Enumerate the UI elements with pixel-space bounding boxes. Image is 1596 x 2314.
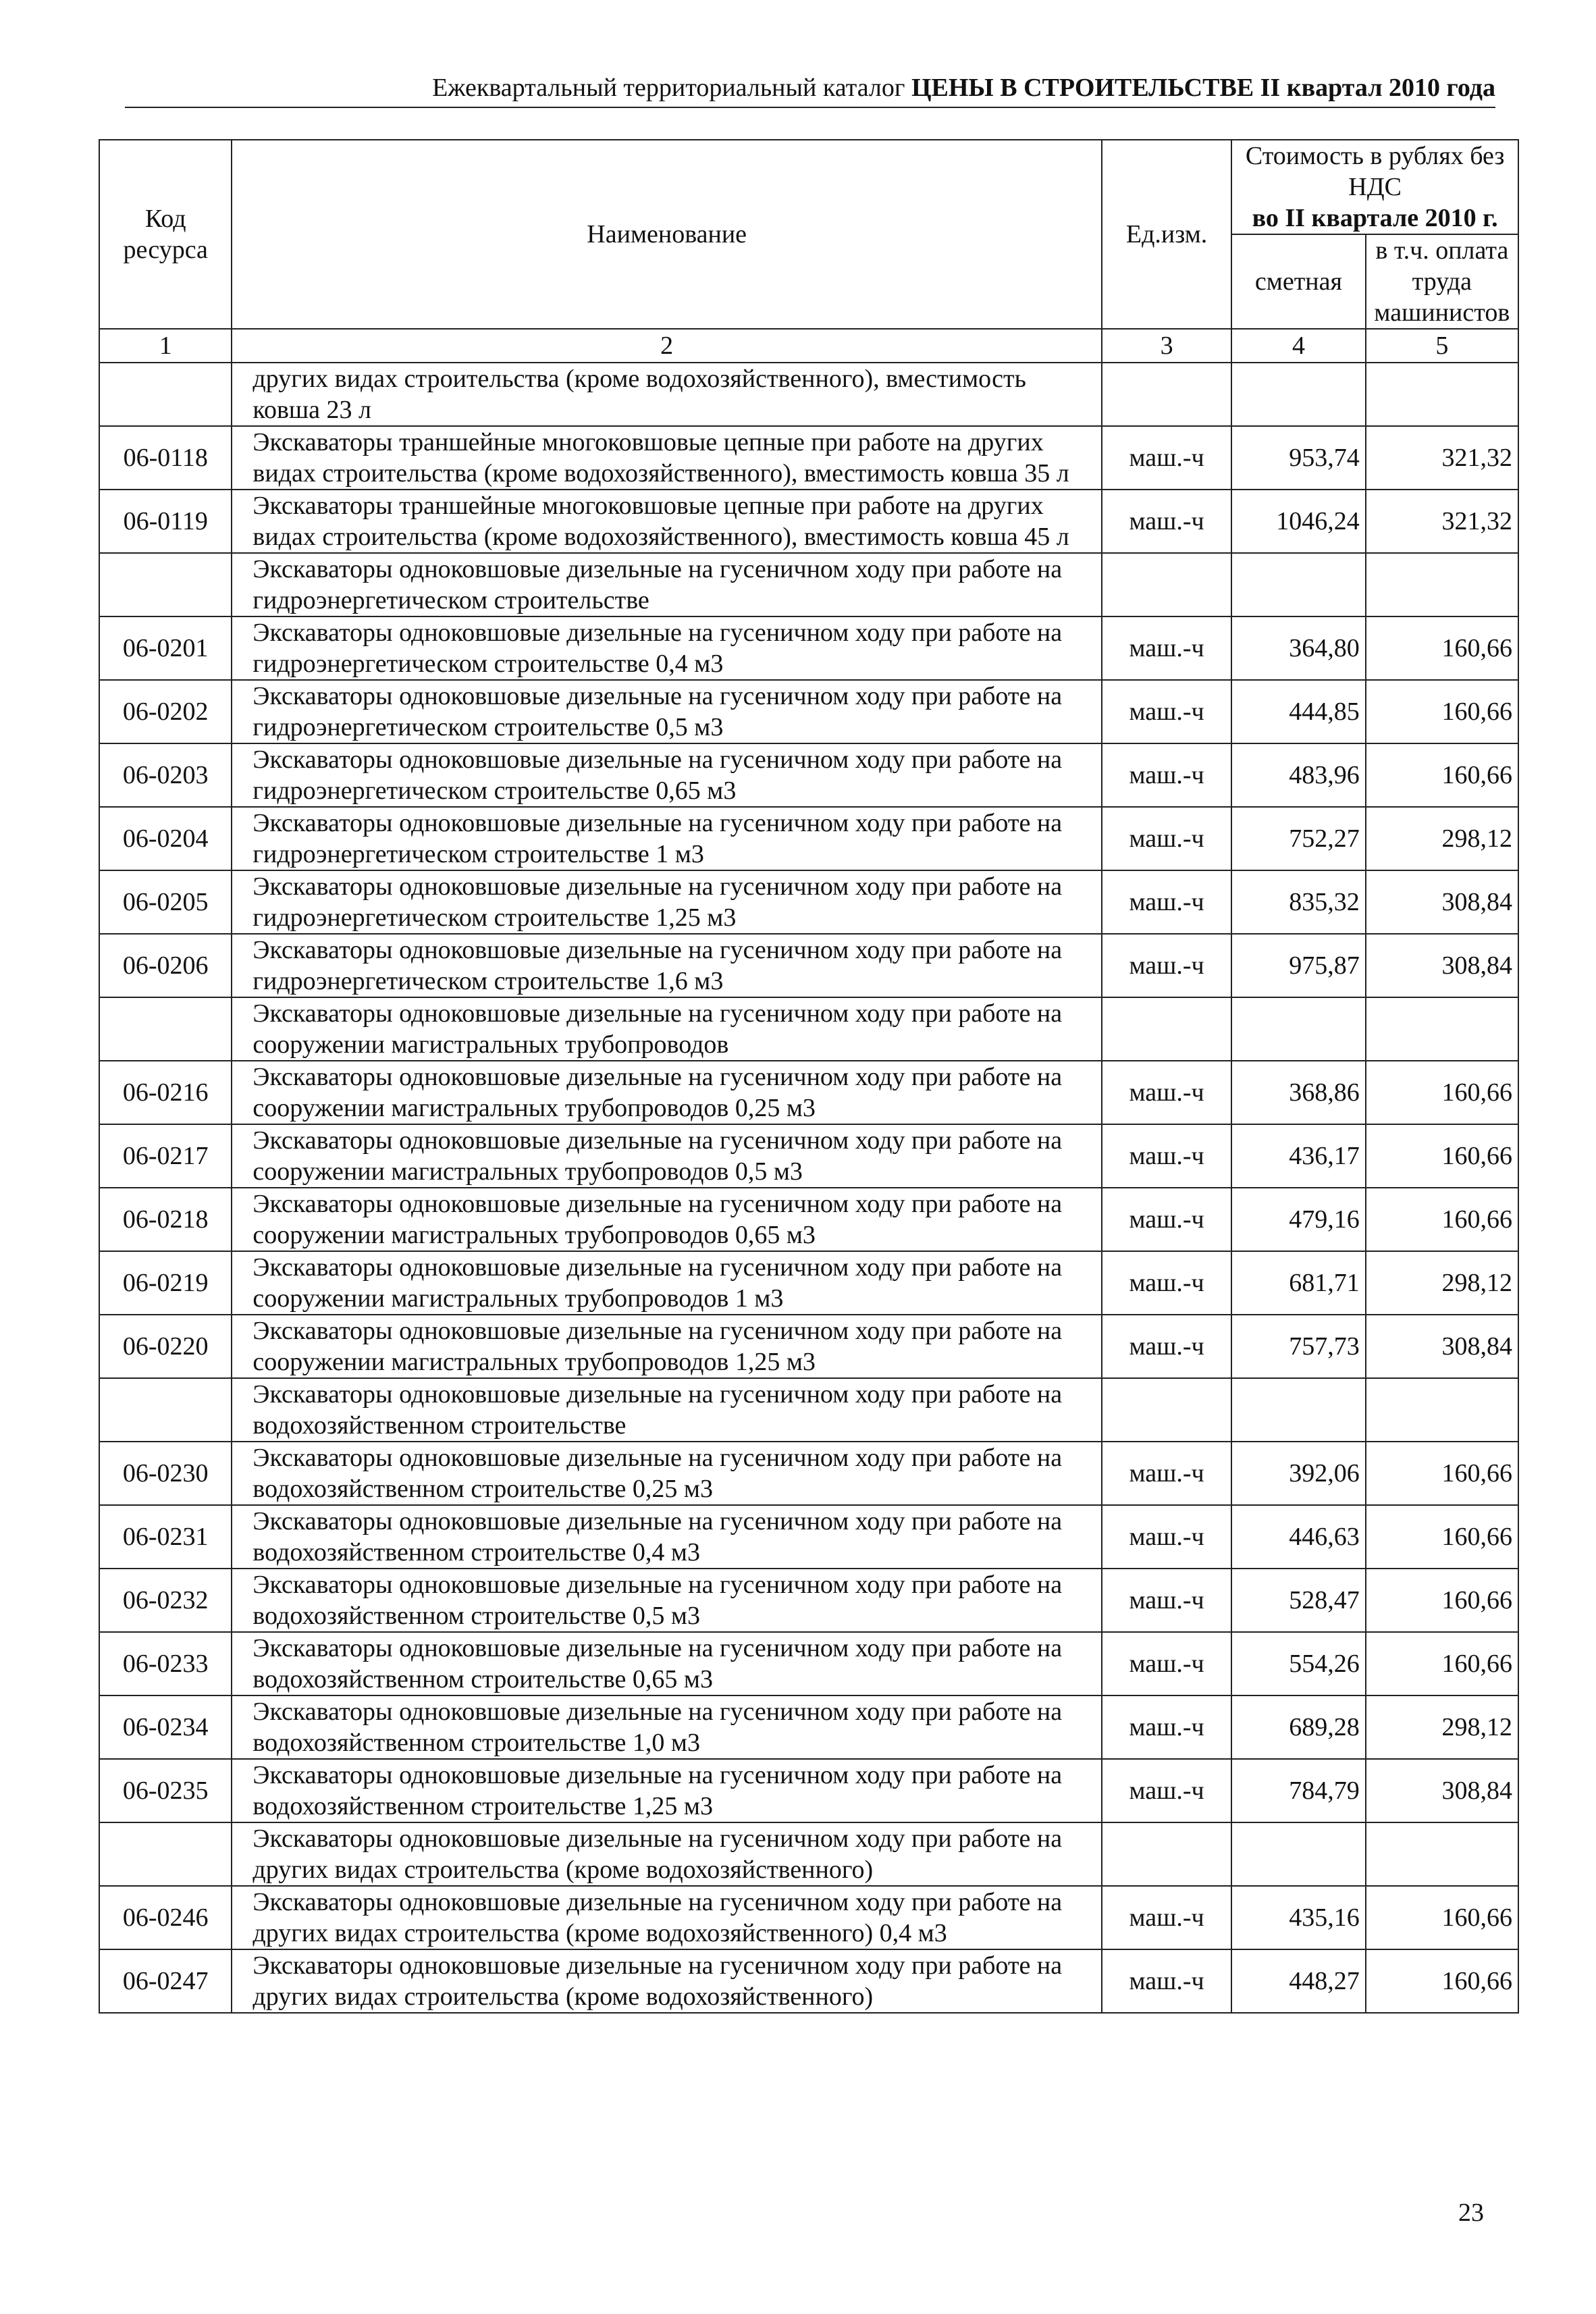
resource-labor-cost: 308,84 — [1366, 934, 1518, 997]
resource-cost — [1231, 1378, 1365, 1442]
resource-cost: 368,86 — [1231, 1061, 1365, 1124]
resource-cost: 392,06 — [1231, 1442, 1365, 1505]
resource-code: 06-0235 — [99, 1759, 232, 1822]
resource-name: Экскаваторы одноковшовые дизельные на гусеничном ходу при работе на гидроэнергетическом строительстве 0,5 м3 — [232, 680, 1102, 743]
resource-unit — [1102, 1822, 1231, 1886]
resource-cost: 689,28 — [1231, 1695, 1365, 1759]
resource-cost: 752,27 — [1231, 807, 1365, 870]
table-row — [99, 870, 1518, 934]
resource-labor-cost: 160,66 — [1366, 743, 1518, 807]
resource-cost: 784,79 — [1231, 1759, 1365, 1822]
column-number: 2 — [232, 329, 1102, 363]
table-group-row — [99, 363, 1518, 426]
resource-unit: маш.-ч — [1102, 680, 1231, 743]
resource-unit: маш.-ч — [1102, 1569, 1231, 1632]
table-group-row — [99, 1822, 1518, 1886]
resource-unit: маш.-ч — [1102, 426, 1231, 490]
table-row — [99, 743, 1518, 807]
resource-code: 06-0234 — [99, 1695, 232, 1759]
table-row — [99, 1886, 1518, 1949]
resource-code: 06-0233 — [99, 1632, 232, 1695]
resource-labor-cost: 321,32 — [1366, 426, 1518, 490]
resource-unit: маш.-ч — [1102, 1315, 1231, 1378]
resource-unit: маш.-ч — [1102, 1124, 1231, 1188]
resource-code: 06-0204 — [99, 807, 232, 870]
resource-name: Экскаваторы одноковшовые дизельные на гусеничном ходу при работе на сооружении магистральных трубопроводов 0,65 м3 — [232, 1188, 1102, 1251]
resource-code — [99, 553, 232, 616]
resource-unit: маш.-ч — [1102, 1632, 1231, 1695]
resource-code: 06-0205 — [99, 870, 232, 934]
resource-unit: маш.-ч — [1102, 1188, 1231, 1251]
resource-unit: маш.-ч — [1102, 1695, 1231, 1759]
resource-cost: 953,74 — [1231, 426, 1365, 490]
resource-labor-cost: 321,32 — [1366, 490, 1518, 553]
resource-unit: маш.-ч — [1102, 1759, 1231, 1822]
resource-unit: маш.-ч — [1102, 616, 1231, 680]
resource-unit: маш.-ч — [1102, 1061, 1231, 1124]
resource-unit — [1102, 553, 1231, 616]
resource-cost — [1231, 553, 1365, 616]
table-row — [99, 1442, 1518, 1505]
table-row — [99, 1949, 1518, 2013]
resource-unit — [1102, 1378, 1231, 1442]
resource-name: Экскаваторы одноковшовые дизельные на гусеничном ходу при работе на других видах строительства (кроме водохозяйственного) — [232, 1949, 1102, 2013]
resource-unit: маш.-ч — [1102, 870, 1231, 934]
resource-name: Экскаваторы одноковшовые дизельные на гусеничном ходу при работе на водохозяйственном строительстве — [232, 1378, 1102, 1442]
resource-cost: 364,80 — [1231, 616, 1365, 680]
resource-labor-cost: 160,66 — [1366, 616, 1518, 680]
resource-code: 06-0206 — [99, 934, 232, 997]
resource-unit — [1102, 997, 1231, 1061]
table-row — [99, 1632, 1518, 1695]
resource-cost: 483,96 — [1231, 743, 1365, 807]
resource-code: 06-0247 — [99, 1949, 232, 2013]
resource-name: Экскаваторы одноковшовые дизельные на гусеничном ходу при работе на водохозяйственном строительстве 1,0 м3 — [232, 1695, 1102, 1759]
resource-cost: 479,16 — [1231, 1188, 1365, 1251]
resource-name: Экскаваторы одноковшовые дизельные на гусеничном ходу при работе на сооружении магистральных трубопроводов — [232, 997, 1102, 1061]
header-code: Код ресурса — [99, 140, 232, 329]
resource-code: 06-0232 — [99, 1569, 232, 1632]
header-prefix: Ежеквартальный территориальный каталог — [432, 74, 905, 102]
resource-name: Экскаваторы одноковшовые дизельные на гусеничном ходу при работе на водохозяйственном строительстве 0,25 м3 — [232, 1442, 1102, 1505]
resource-labor-cost: 160,66 — [1366, 1569, 1518, 1632]
resource-name: Экскаваторы одноковшовые дизельные на гусеничном ходу при работе на водохозяйственном строительстве 1,25 м3 — [232, 1759, 1102, 1822]
resource-unit: маш.-ч — [1102, 1442, 1231, 1505]
table-row — [99, 1695, 1518, 1759]
table-row — [99, 426, 1518, 490]
resource-code: 06-0246 — [99, 1886, 232, 1949]
column-number: 5 — [1366, 329, 1518, 363]
resource-unit: маш.-ч — [1102, 1949, 1231, 2013]
resource-name: Экскаваторы траншейные многоковшовые цепные при работе на других видах строительства (кроме водохозяйственного), вместимость ковша 35 л — [232, 426, 1102, 490]
resource-name: Экскаваторы одноковшовые дизельные на гусеничном ходу при работе на гидроэнергетическом строительстве 1,25 м3 — [232, 870, 1102, 934]
resource-code: 06-0231 — [99, 1505, 232, 1569]
resource-code — [99, 1822, 232, 1886]
resource-unit — [1102, 363, 1231, 426]
resource-name: Экскаваторы одноковшовые дизельные на гусеничном ходу при работе на гидроэнергетическом строительстве 0,4 м3 — [232, 616, 1102, 680]
resource-cost: 835,32 — [1231, 870, 1365, 934]
resource-cost: 681,71 — [1231, 1251, 1365, 1315]
resource-name: Экскаваторы одноковшовые дизельные на гусеничном ходу при работе на водохозяйственном строительстве 0,5 м3 — [232, 1569, 1102, 1632]
resource-name: Экскаваторы одноковшовые дизельные на гусеничном ходу при работе на других видах строительства (кроме водохозяйственного) 0,4 м3 — [232, 1886, 1102, 1949]
table-row — [99, 1505, 1518, 1569]
column-number: 3 — [1102, 329, 1231, 363]
header-price — [1231, 140, 1518, 234]
resource-code: 06-0217 — [99, 1124, 232, 1188]
page-number: 23 — [1458, 2199, 1484, 2227]
header-labor: в т.ч. оплата труда машинистов — [1366, 234, 1518, 329]
resource-code: 06-0202 — [99, 680, 232, 743]
column-number: 1 — [99, 329, 232, 363]
header-unit: Ед.изм. — [1102, 140, 1231, 329]
table-group-row — [99, 1378, 1518, 1442]
resource-code: 06-0218 — [99, 1188, 232, 1251]
column-number: 4 — [1231, 329, 1365, 363]
resource-code: 06-0220 — [99, 1315, 232, 1378]
table-row — [99, 616, 1518, 680]
header-price-line1: Стоимость в рублях без НДС — [1245, 142, 1505, 201]
table-row — [99, 1251, 1518, 1315]
resource-name: Экскаваторы одноковшовые дизельные на гусеничном ходу при работе на водохозяйственном строительстве 0,4 м3 — [232, 1505, 1102, 1569]
resource-cost: 435,16 — [1231, 1886, 1365, 1949]
resource-unit: маш.-ч — [1102, 743, 1231, 807]
resource-labor-cost — [1366, 1822, 1518, 1886]
page-header — [125, 73, 1495, 108]
table-row — [99, 1124, 1518, 1188]
resource-labor-cost: 160,66 — [1366, 680, 1518, 743]
resource-unit: маш.-ч — [1102, 490, 1231, 553]
resource-code — [99, 363, 232, 426]
resource-name: Экскаваторы одноковшовые дизельные на гусеничном ходу при работе на сооружении магистральных трубопроводов 1 м3 — [232, 1251, 1102, 1315]
resource-cost — [1231, 363, 1365, 426]
resource-name: Экскаваторы одноковшовые дизельные на гусеничном ходу при работе на гидроэнергетическом строительстве — [232, 553, 1102, 616]
resource-code: 06-0203 — [99, 743, 232, 807]
resource-code: 06-0119 — [99, 490, 232, 553]
resource-code — [99, 1378, 232, 1442]
resource-labor-cost: 160,66 — [1366, 1632, 1518, 1695]
resource-name: Экскаваторы одноковшовые дизельные на гусеничном ходу при работе на других видах строительства (кроме водохозяйственного) — [232, 1822, 1102, 1886]
table-group-row — [99, 553, 1518, 616]
resource-labor-cost: 298,12 — [1366, 807, 1518, 870]
column-number-row — [99, 329, 1518, 363]
resource-cost: 448,27 — [1231, 1949, 1365, 2013]
resource-cost: 554,26 — [1231, 1632, 1365, 1695]
resource-labor-cost — [1366, 997, 1518, 1061]
resource-unit: маш.-ч — [1102, 1251, 1231, 1315]
resource-name: Экскаваторы одноковшовые дизельные на гусеничном ходу при работе на гидроэнергетическом строительстве 0,65 м3 — [232, 743, 1102, 807]
table-row — [99, 490, 1518, 553]
resource-name: Экскаваторы одноковшовые дизельные на гусеничном ходу при работе на гидроэнергетическом строительстве 1 м3 — [232, 807, 1102, 870]
table-row — [99, 1315, 1518, 1378]
table-row — [99, 934, 1518, 997]
resource-labor-cost: 160,66 — [1366, 1949, 1518, 2013]
resource-labor-cost: 298,12 — [1366, 1251, 1518, 1315]
resource-labor-cost — [1366, 1378, 1518, 1442]
resource-unit: маш.-ч — [1102, 807, 1231, 870]
resource-labor-cost: 160,66 — [1366, 1124, 1518, 1188]
resource-unit: маш.-ч — [1102, 934, 1231, 997]
resource-labor-cost: 160,66 — [1366, 1188, 1518, 1251]
table-body — [99, 363, 1518, 2013]
resource-name: Экскаваторы траншейные многоковшовые цепные при работе на других видах строительства (кроме водохозяйственного), вместимость ковша 45 л — [232, 490, 1102, 553]
resource-labor-cost: 160,66 — [1366, 1505, 1518, 1569]
resource-labor-cost: 298,12 — [1366, 1695, 1518, 1759]
resource-name: Экскаваторы одноковшовые дизельные на гусеничном ходу при работе на сооружении магистральных трубопроводов 0,5 м3 — [232, 1124, 1102, 1188]
resource-labor-cost: 308,84 — [1366, 1315, 1518, 1378]
resource-name: Экскаваторы одноковшовые дизельные на гусеничном ходу при работе на сооружении магистральных трубопроводов 1,25 м3 — [232, 1315, 1102, 1378]
table-group-row — [99, 997, 1518, 1061]
resource-code: 06-0118 — [99, 426, 232, 490]
resource-code: 06-0219 — [99, 1251, 232, 1315]
resource-name: других видах строительства (кроме водохозяйственного), вместимость ковша 23 л — [232, 363, 1102, 426]
resource-labor-cost: 308,84 — [1366, 1759, 1518, 1822]
resource-cost: 444,85 — [1231, 680, 1365, 743]
resource-labor-cost: 308,84 — [1366, 870, 1518, 934]
resource-labor-cost: 160,66 — [1366, 1442, 1518, 1505]
header-estimate: сметная — [1231, 234, 1365, 329]
resource-cost — [1231, 1822, 1365, 1886]
resource-labor-cost — [1366, 553, 1518, 616]
resource-labor-cost: 160,66 — [1366, 1886, 1518, 1949]
resource-cost: 436,17 — [1231, 1124, 1365, 1188]
table-row — [99, 680, 1518, 743]
resource-name: Экскаваторы одноковшовые дизельные на гусеничном ходу при работе на сооружении магистральных трубопроводов 0,25 м3 — [232, 1061, 1102, 1124]
resource-name: Экскаваторы одноковшовые дизельные на гусеничном ходу при работе на гидроэнергетическом строительстве 1,6 м3 — [232, 934, 1102, 997]
table-row — [99, 1759, 1518, 1822]
resource-cost: 975,87 — [1231, 934, 1365, 997]
resource-cost — [1231, 997, 1365, 1061]
resource-cost: 446,63 — [1231, 1505, 1365, 1569]
header-name: Наименование — [232, 140, 1102, 329]
table-row — [99, 807, 1518, 870]
resource-labor-cost: 160,66 — [1366, 1061, 1518, 1124]
table-row — [99, 1061, 1518, 1124]
table-row — [99, 1569, 1518, 1632]
resource-code: 06-0201 — [99, 616, 232, 680]
resource-unit: маш.-ч — [1102, 1886, 1231, 1949]
resource-unit: маш.-ч — [1102, 1505, 1231, 1569]
resource-code — [99, 997, 232, 1061]
resource-cost: 1046,24 — [1231, 490, 1365, 553]
header-title: ЦЕНЫ В СТРОИТЕЛЬСТВЕ II квартал 2010 года — [911, 74, 1495, 102]
resource-cost: 757,73 — [1231, 1315, 1365, 1378]
table-row — [99, 1188, 1518, 1251]
resource-code: 06-0216 — [99, 1061, 232, 1124]
price-table — [99, 139, 1519, 2014]
resource-code: 06-0230 — [99, 1442, 232, 1505]
resource-name: Экскаваторы одноковшовые дизельные на гусеничном ходу при работе на водохозяйственном строительстве 0,65 м3 — [232, 1632, 1102, 1695]
resource-labor-cost — [1366, 363, 1518, 426]
resource-cost: 528,47 — [1231, 1569, 1365, 1632]
header-price-line2: во II квартале 2010 г. — [1252, 204, 1498, 232]
